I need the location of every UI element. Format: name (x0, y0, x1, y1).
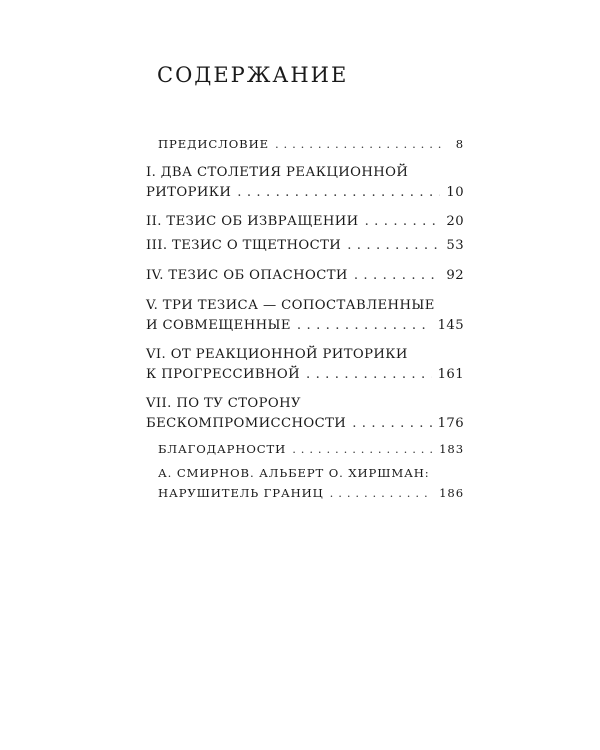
toc-entry-title: III. ТЕЗИС О ТЩЕТНОСТИ (146, 238, 342, 253)
toc-page-number: 92 (446, 268, 464, 283)
dot-leader (306, 365, 432, 385)
toc-page-number: 145 (437, 318, 464, 333)
toc-entry-title: ПРЕДИСЛОВИЕ (158, 137, 269, 151)
dot-leader (275, 134, 444, 154)
toc-page-number: 20 (446, 214, 464, 229)
toc-page-number: 176 (437, 416, 464, 431)
dot-leader (237, 183, 440, 203)
dot-leader (354, 266, 441, 286)
toc-entry-title: БЛАГОДАРНОСТИ (158, 442, 287, 456)
toc-page-number: 183 (439, 442, 464, 456)
toc-entry-preface[interactable] (158, 134, 464, 154)
toc-entry-chapter-1[interactable] (146, 163, 464, 203)
dot-leader (347, 236, 440, 256)
toc-entry-title-continued: НАРУШИТЕЛЬ ГРАНИЦ (158, 486, 324, 500)
toc-entry-chapter-4[interactable] (146, 266, 464, 286)
page-title: СОДЕРЖАНИЕ (157, 63, 349, 87)
toc-entry-chapter-7[interactable] (146, 394, 464, 434)
toc-entry-title: А. СМИРНОВ. АЛЬБЕРТ О. ХИРШМАН: (158, 466, 430, 480)
toc-entry-title: II. ТЕЗИС ОБ ИЗВРАЩЕНИИ (146, 214, 359, 229)
toc-entry-chapter-2[interactable] (146, 212, 464, 232)
toc-entry-acknowledgements[interactable] (158, 439, 464, 459)
dot-leader (292, 439, 433, 459)
toc-entry-chapter-3[interactable] (146, 236, 464, 256)
toc-entry-title-continued: К ПРОГРЕССИВНОЙ (146, 367, 300, 382)
toc-entry-chapter-5[interactable] (146, 296, 464, 336)
toc-page-number: 161 (437, 367, 464, 382)
toc-page-number: 8 (455, 137, 464, 151)
dot-leader (297, 316, 432, 336)
dot-leader (330, 483, 433, 503)
toc-entry-chapter-6[interactable] (146, 345, 464, 385)
toc-entry-title: IV. ТЕЗИС ОБ ОПАСНОСТИ (146, 268, 348, 283)
toc-entry-title: I. ДВА СТОЛЕТИЯ РЕАКЦИОННОЙ (146, 165, 409, 180)
toc-entry-title: V. ТРИ ТЕЗИСА — СОПОСТАВЛЕННЫЕ (146, 298, 435, 313)
toc-entry-title: VI. ОТ РЕАКЦИОННОЙ РИТОРИКИ (146, 347, 408, 362)
dot-leader (365, 212, 441, 232)
toc-entry-title-continued: БЕСКОМПРОМИССНОСТИ (146, 416, 347, 431)
toc-entry-title-continued: РИТОРИКИ (146, 185, 232, 200)
toc-entry-afterword[interactable] (158, 463, 464, 503)
toc-page-number: 53 (446, 238, 464, 253)
toc-entry-title-continued: И СОВМЕЩЕННЫЕ (146, 318, 291, 333)
toc-page-number: 186 (439, 486, 464, 500)
dot-leader (352, 414, 431, 434)
toc-page-number: 10 (446, 185, 464, 200)
toc-entry-title: VII. ПО ТУ СТОРОНУ (146, 396, 301, 411)
